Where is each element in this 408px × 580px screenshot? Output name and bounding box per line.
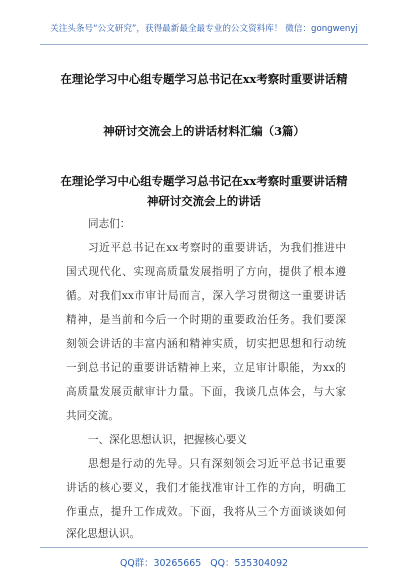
section-line: 讲话的核心要义，我们才能找准审计工作的方向，明确工 xyxy=(66,482,346,494)
document-title-line-2: 神研讨交流会上的讲话材料汇编（3篇） xyxy=(103,124,305,138)
footer-qq: QQ：535304092 xyxy=(210,558,289,569)
section-line: 思想是行动的先导。只有深刻领会习近平总书记重要 xyxy=(88,458,346,470)
body-line: 精神，是当前和今后一个时期的重要政治任务。我们要深 xyxy=(66,314,346,326)
section-line: 作重点，提升工作成效。下面，我将从三个方面谈谈如何 xyxy=(66,506,346,518)
body-line: 国式现代化、实现高质量发展指明了方向，提供了根本遵 xyxy=(66,266,346,278)
greeting: 同志们： xyxy=(88,218,131,230)
header-banner: 关注头条号“公文研究”，获得最新最全最专业的公文资料库！ 微信：gongwenyj xyxy=(50,24,358,34)
body-line: 一到总书记的重要讲话精神上来，立足审计职能，为xx的 xyxy=(66,362,346,374)
footer xyxy=(40,555,368,569)
article-title-line-1: 在理论学习中心组专题学习总书记在xx考察时重要讲话精 xyxy=(60,174,348,188)
footer-divider xyxy=(40,547,368,548)
body-line: 高质量发展贡献审计力量。下面，我谈几点体会，与大家 xyxy=(66,386,346,398)
section-heading: 一、深化思想认识，把握核心要义 xyxy=(88,434,247,446)
document-title-line-1: 在理论学习中心组专题学习总书记在xx考察时重要讲话精 xyxy=(60,72,348,86)
body-line: 共同交流。 xyxy=(66,410,119,422)
article-title-line-2: 神研讨交流会上的讲话 xyxy=(147,194,261,208)
footer-qq-group: QQ群：30265665 xyxy=(119,558,202,569)
body-line: 习近平总书记在xx考察时的重要讲话，为我们推进中 xyxy=(88,242,346,254)
section-line: 深化思想认识。 xyxy=(66,528,141,540)
header-divider xyxy=(40,44,368,45)
body-line: 循。对我们xx市审计局而言，深入学习贯彻这一重要讲话 xyxy=(66,290,346,302)
body-line: 刻领会讲话的丰富内涵和精神实质，切实把思想和行动统 xyxy=(66,338,346,350)
